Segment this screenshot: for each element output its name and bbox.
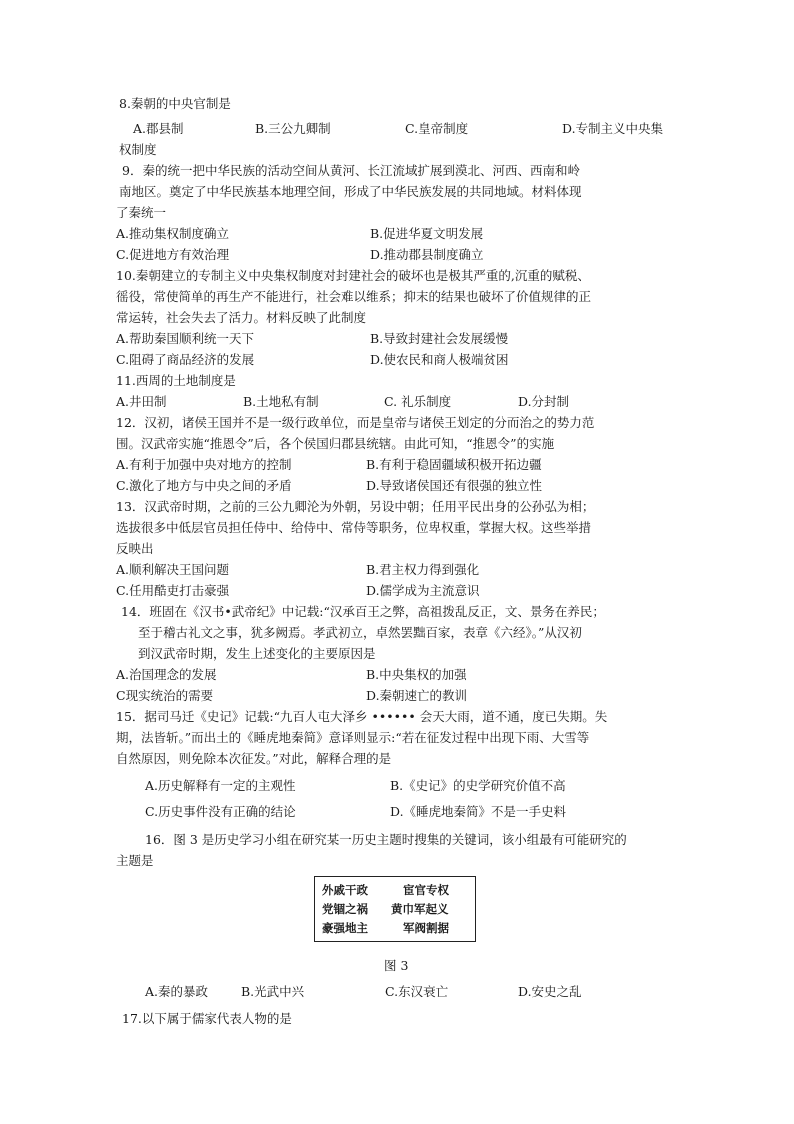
q15-option-a: A.历史解释有一定的主观性 [145, 778, 296, 793]
q13-option-c: C.任用酷吏打击豪强 [116, 583, 230, 598]
q15-option-d: D.《睡虎地秦简》不是一手史料 [390, 804, 567, 819]
q12-option-c: C.激化了地方与中央之间的矛盾 [116, 478, 292, 493]
keyword-junfa-geju: 军阀割据 [403, 921, 449, 935]
q10-stem-line-1: 10.秦朝建立的专制主义中央集权制度对封建社会的破坏也是极其严重的,沉重的赋税、 [116, 268, 590, 283]
keyword-huangjinjun-qiyi: 黄巾军起义 [391, 902, 449, 916]
q13-option-d: D.儒学成为主流意识 [366, 583, 480, 598]
q9-stem-line-2: 南地区。奠定了中华民族基本地理空间，形成了中华民族发展的共同地域。材料体现 [119, 184, 582, 199]
q15-stem-line-1: 15．据司马迁《史记》记载:“九百人屯大泽乡 •••••• 会天大雨，道不通，度已失期。失 [116, 709, 608, 724]
q16-option-a: A.秦的暴政 [145, 984, 209, 999]
q10-option-d: D.使农民和商人极端贫困 [370, 352, 509, 367]
q15-option-c: C.历史事件没有正确的结论 [145, 804, 296, 819]
q16-stem-line-2: 主题是 [116, 853, 154, 868]
q16-option-c: C.东汉衰亡 [385, 984, 449, 999]
q8-stem: 8.秦朝的中央官制是 [119, 96, 231, 111]
q11-option-a: A.井田制 [116, 394, 167, 409]
q11-option-d: D.分封制 [518, 394, 570, 409]
q14-stem-line-2: 至于稽古礼文之事，犹多阙焉。孝武初立，卓然罢黜百家，表章《六经》。”从汉初 [138, 625, 582, 640]
q10-option-b: B.导致封建社会发展缓慢 [370, 331, 509, 346]
keyword-haoqiang-dizhu: 豪强地主 [322, 921, 368, 935]
q9-option-c: C.促进地方有效治理 [116, 247, 230, 262]
q13-stem-line-2: 选拔很多中低层官员担任侍中、给侍中、常侍等职务，位卑权重，掌握大权。这些举措 [116, 520, 592, 535]
q13-stem-line-3: 反映出 [116, 541, 154, 556]
q10-option-c: C.阻碍了商品经济的发展 [116, 352, 255, 367]
q14-option-a: A.治国理念的发展 [116, 667, 217, 682]
keyword-huanguan-zhuanquan: 宦官专权 [403, 883, 449, 897]
q14-option-c: C现实统治的需要 [116, 688, 214, 703]
q8-option-b: B.三公九卿制 [255, 121, 331, 136]
q16-option-b: B.光武中兴 [241, 984, 305, 999]
keyword-danggu-zhihuo: 党锢之祸 [322, 902, 368, 916]
q8-option-a: A.郡县制 [133, 121, 184, 136]
q13-stem-line-1: 13．汉武帝时期，之前的三公九卿沦为外朝，另设中朝；任用平民出身的公孙弘为相； [116, 499, 595, 514]
q14-option-d: D.秦朝速亡的教训 [366, 688, 468, 703]
q12-stem-line-2: 围。汉武帝实施“推恩令”后，各个侯国归郡县统辖。由此可知，“推恩令”的实施 [116, 436, 555, 451]
q9-stem-line-3: 了秦统一 [116, 205, 167, 220]
q14-stem-line-1: 14．班固在《汉书•武帝纪》中记载:“汉承百王之弊，高祖拨乱反正，文、景务在养民； [121, 604, 605, 619]
q8-option-d: D.专制主义中央集 [562, 121, 664, 136]
figure-3-keyword-box [314, 876, 476, 942]
keyword-waiqi-ganzheng: 外戚干政 [322, 883, 368, 897]
q15-stem-line-2: 期，法皆斩。”而出土的《睡虎地秦简》意译则显示:“若在征发过程中出现下雨、大雪等 [116, 730, 590, 745]
q16-stem-line-1: 16．图 3 是历史学习小组在研究某一历史主题时搜集的关键词，该小组最有可能研究的 [145, 832, 627, 847]
q11-option-b: B.土地私有制 [243, 394, 319, 409]
q8-option-c: C.皇帝制度 [405, 121, 469, 136]
q9-stem-line-1: 9．秦的统一把中华民族的活动空间从黄河、长江流域扩展到漠北、河西、西南和岭 [122, 163, 580, 178]
q15-stem-line-3: 自然原因，则免除本次征发。”对此，解释合理的是 [116, 751, 392, 766]
q10-stem-line-2: 徭役，常使简单的再生产不能进行，社会难以维系；抑末的结果也破坏了价值规律的正 [116, 289, 592, 304]
q11-option-c: C. 礼乐制度 [384, 394, 452, 409]
q13-option-a: A.顺利解决王国问题 [116, 562, 230, 577]
q13-option-b: B.君主权力得到强化 [366, 562, 480, 577]
q17-stem: 17.以下属于儒家代表人物的是 [122, 1011, 292, 1026]
q12-option-b: B.有利于稳固疆域积极开拓边疆 [366, 457, 542, 472]
q12-option-a: A.有利于加强中央对地方的控制 [116, 457, 292, 472]
q16-option-d: D.安史之乱 [518, 984, 582, 999]
q15-option-b: B.《史记》的史学研究价值不高 [390, 778, 566, 793]
q10-option-a: A.帮助秦国顺利统一天下 [116, 331, 255, 346]
q9-option-d: D.推动郡县制度确立 [370, 247, 484, 262]
figure-3-caption: 图 3 [384, 958, 409, 973]
q14-option-b: B.中央集权的加强 [366, 667, 467, 682]
q10-stem-line-3: 常运转，社会失去了活力。材料反映了此制度 [116, 310, 367, 325]
q9-option-a: A.推动集权制度确立 [116, 226, 230, 241]
q8-option-d-continued: 权制度 [119, 142, 157, 157]
q12-option-d: D.导致诸侯国还有很强的独立性 [366, 478, 543, 493]
q11-stem: 11.西周的土地制度是 [116, 373, 236, 388]
q12-stem-line-1: 12．汉初，诸侯王国并不是一级行政单位，而是皇帝与诸侯王划定的分而治之的势力范 [116, 415, 595, 430]
q14-stem-line-3: 到汉武帝时期，发生上述变化的主要原因是 [138, 646, 376, 661]
q9-option-b: B.促进华夏文明发展 [370, 226, 484, 241]
